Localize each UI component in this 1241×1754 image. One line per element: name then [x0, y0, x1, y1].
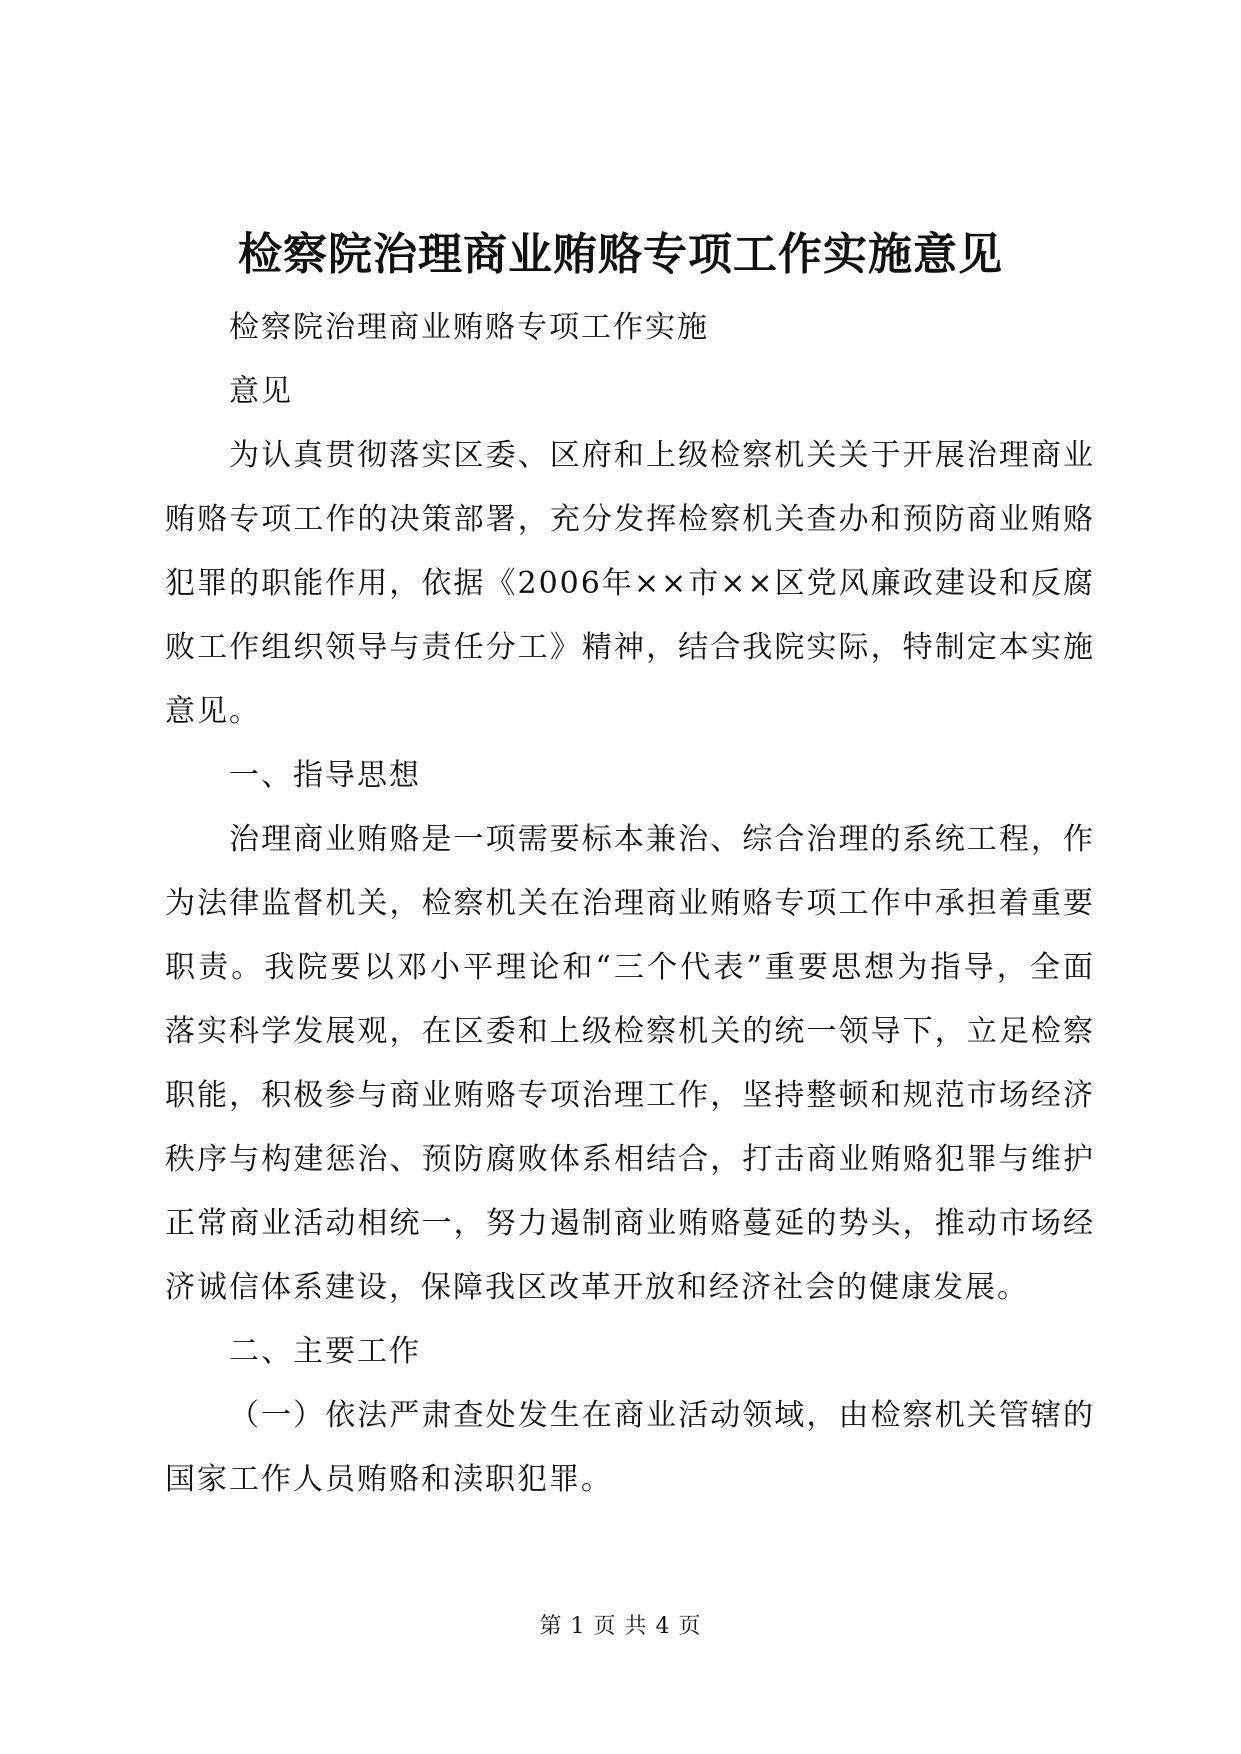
subtitle-line-1: 检察院治理商业贿赂专项工作实施: [229, 310, 709, 345]
subtitle-line-2: 意见: [229, 374, 293, 409]
page-number: 第 1 页 共 4 页: [539, 1614, 702, 1639]
intro-paragraph: 为认真贯彻落实区委、区府和上级检察机关关于开展治理商业贿赂专项工作的决策部署，充分发挥检察机关查办和预防商业贿赂犯罪的职能作用，依据《2006年××市××区党风廉政建设和反腐败工作组织领导与责任分工》精神，结合我院实际，特制定本实施意见。: [165, 438, 1095, 729]
guiding-ideology-paragraph: 治理商业贿赂是一项需要标本兼治、综合治理的系统工程，作为法律监督机关，检察机关在治理商业贿赂专项工作中承担着重要职责。我院要以邓小平理论和“三个代表”重要思想为指导，全面落实科学发展观，在区委和上级检察机关的统一领导下，立足检察职能，积极参与商业贿赂专项治理工作，坚持整顿和规范市场经济秩序与构建惩治、预防腐败体系相结合，打击商业贿赂犯罪与维护正常商业活动相统一，努力遏制商业贿赂蔓延的势头，推动市场经济诚信体系建设，保障我区改革开放和经济社会的健康发展。: [165, 822, 1095, 1305]
section-heading-main-work: 二、主要工作: [229, 1334, 421, 1369]
section-heading-guiding-ideology: 一、指导思想: [229, 758, 421, 793]
document-title: 检察院治理商业贿赂专项工作实施意见: [238, 229, 1003, 280]
main-work-item-1: （一）依法严肃查处发生在商业活动领域，由检察机关管辖的国家工作人员贿赂和渎职犯罪。: [165, 1398, 1095, 1497]
document-body: [165, 296, 1095, 1512]
